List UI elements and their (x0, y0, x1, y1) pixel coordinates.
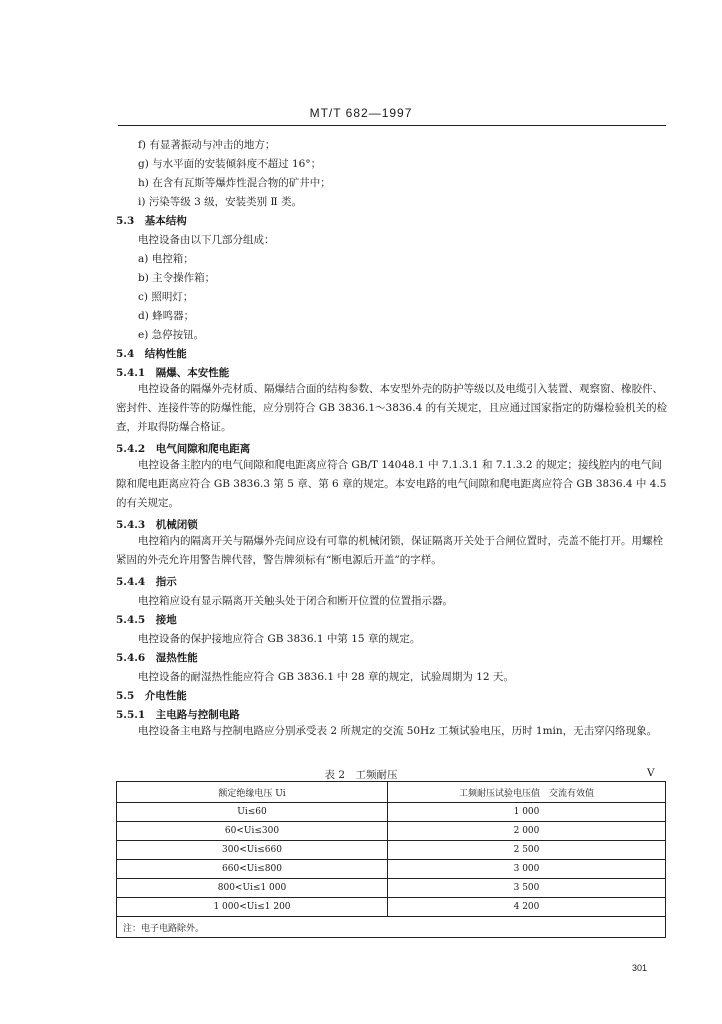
table-cell: 60<Ui≤300 (117, 822, 388, 841)
table-cell: 1 000<Ui≤1 200 (117, 898, 388, 917)
section-title: 主电路与控制电路 (155, 709, 240, 721)
paragraph: 电控设备主腔内的电气间隙和爬电距离应符合 GB/T 14048.1 中 7.1.3.1 和 7.1.3.2 的规定；接线腔内的电气间隙和爬电距离应符合 GB 3836.3 第 5 章、第 6 章的规定。本安电路的电气间隙和爬电距离应符合 GB 3836.4 中 4.5 的有关规定。 (116, 459, 667, 509)
list-item: h) 在含有瓦斯等爆炸性混合物的矿井中； (138, 177, 331, 189)
section-number: 5.3 (116, 215, 135, 227)
section-title: 湿热性能 (155, 652, 198, 664)
list-item: e) 急停按钮。 (138, 329, 205, 341)
table-row (117, 841, 666, 860)
section-number: 5.4.6 (116, 652, 146, 664)
section-number: 5.5.1 (116, 709, 146, 721)
table-row (117, 860, 666, 879)
table-cell: 800<Ui≤1 000 (117, 879, 388, 898)
table-note-row (117, 917, 666, 938)
section-heading-5-4-4 (116, 575, 177, 589)
section-heading-5-4-1 (116, 366, 229, 380)
section-title: 隔爆、本安性能 (155, 367, 230, 379)
list-item: g) 与水平面的安装倾斜度不超过 16°； (138, 158, 322, 170)
table-header-row (117, 782, 666, 803)
table-cell: 3 000 (388, 860, 666, 879)
standard-header: MT/T 682—1997 (309, 106, 413, 120)
list-item: i) 污染等级 3 级，安装类别 Ⅱ 类。 (138, 196, 302, 208)
section-number: 5.4.2 (116, 443, 146, 455)
paragraph: 电控箱内的隔离开关与隔爆外壳间应设有可靠的机械闭锁，保证隔离开关处于合闸位置时，壳盖不能打开。用螺栓紧固的外壳允许用警告牌代替，警告牌须标有“断电源后开盖”的字样。 (116, 535, 663, 566)
table-header-cell: 工频耐压试验电压值 交流有效值 (388, 782, 666, 803)
section-title: 电气间隙和爬电距离 (155, 443, 251, 455)
section-number: 5.5 (116, 690, 135, 702)
section-heading-5-4-5 (116, 613, 177, 627)
section-heading-5-4-6 (116, 651, 198, 665)
table-row (117, 803, 666, 822)
section-number: 5.4.1 (116, 367, 146, 379)
list-item: d) 蜂鸣器； (138, 310, 195, 322)
table-caption: 表 2 工频耐压 (324, 769, 398, 781)
paragraph: 电控设备的耐湿热性能应符合 GB 3836.1 中 28 章的规定，试验周期为 12 天。 (138, 671, 514, 683)
section-title: 基本结构 (144, 215, 187, 227)
section-intro: 电控设备由以下几部分组成： (138, 234, 275, 246)
page-number: 301 (632, 963, 648, 973)
section-title: 机械闭锁 (155, 519, 198, 531)
section-heading-5-3 (116, 214, 187, 228)
table-header-cell: 额定绝缘电压 Ui (117, 782, 388, 803)
section-title: 结构性能 (144, 348, 187, 360)
table-cell: 2 500 (388, 841, 666, 860)
table-cell: 2 000 (388, 822, 666, 841)
list-item: c) 照明灯； (138, 291, 194, 303)
section-heading-5-5 (116, 689, 187, 703)
table-cell: 660<Ui≤800 (117, 860, 388, 879)
table-unit: V (647, 767, 655, 779)
list-item: a) 电控箱； (138, 253, 194, 265)
list-item: b) 主令操作箱； (138, 272, 216, 284)
section-heading-5-4-3 (116, 518, 198, 532)
table-row (117, 822, 666, 841)
table-note: 注：电子电路除外。 (117, 917, 666, 938)
section-title: 接地 (155, 614, 177, 626)
paragraph: 电控箱应设有显示隔离开关触头处于闭合和断开位置的位置指示器。 (138, 595, 453, 607)
section-number: 5.4.4 (116, 576, 146, 588)
section-number: 5.4.5 (116, 614, 146, 626)
table-cell: 4 200 (388, 898, 666, 917)
paragraph: 电控设备的隔爆外壳材质、隔爆结合面的结构参数、本安型外壳的防护等级以及电缆引入装置、观察窗、橡胶件、密封件、连接件等的防爆性能，应分别符合 GB 3836.1～3836.4 的有关规定，且应通过国家指定的防爆检验机关的检查，并取得防爆合格证。 (116, 383, 668, 433)
table-cell: Ui≤60 (117, 803, 388, 822)
section-heading-5-5-1 (116, 708, 240, 722)
list-item: f) 有显著振动与冲击的地方； (138, 139, 276, 151)
section-number: 5.4.3 (116, 519, 146, 531)
table-cell: 3 500 (388, 879, 666, 898)
section-title: 介电性能 (144, 690, 187, 702)
paragraph: 电控设备的保护接地应符合 GB 3836.1 中第 15 章的规定。 (138, 633, 421, 645)
table-cell: 1 000 (388, 803, 666, 822)
header-rule (118, 125, 666, 126)
voltage-table (116, 781, 666, 938)
paragraph: 电控设备主电路与控制电路应分别承受表 2 所规定的交流 50Hz 工频试验电压，历时 1min，无击穿闪络现象。 (138, 725, 658, 737)
section-heading-5-4-2 (116, 442, 250, 456)
table-row (117, 879, 666, 898)
table-cell: 300<Ui≤660 (117, 841, 388, 860)
section-number: 5.4 (116, 348, 135, 360)
table-row (117, 898, 666, 917)
section-heading-5-4 (116, 347, 187, 361)
section-title: 指示 (155, 576, 177, 588)
